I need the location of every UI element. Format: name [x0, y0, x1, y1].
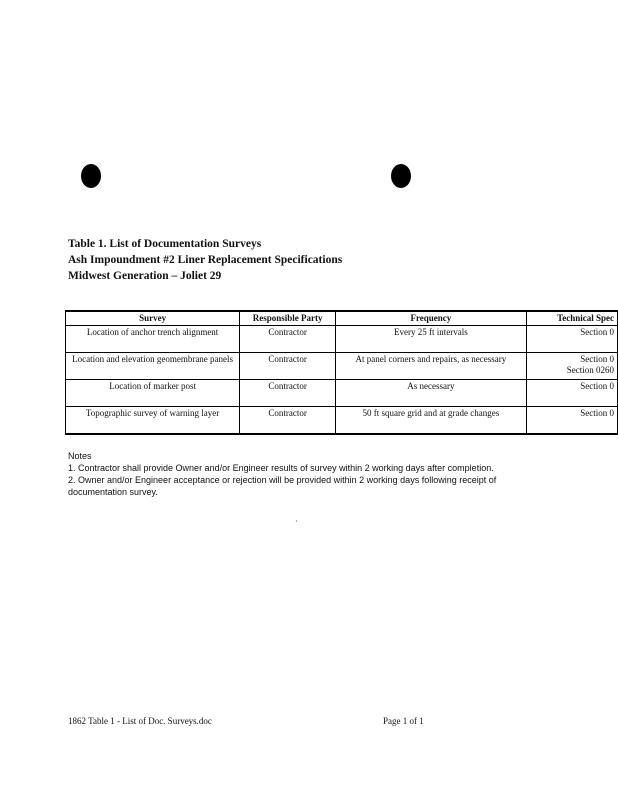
cell-party: Contractor [240, 380, 336, 407]
cell-survey: Location of marker post [66, 380, 240, 407]
cell-frequency: At panel corners and repairs, as necessary [336, 353, 527, 380]
punch-hole-left [81, 164, 101, 188]
table-row [66, 353, 618, 380]
tech-spec-line-2: Section 0260 [566, 365, 614, 375]
cell-party: Contractor [240, 353, 336, 380]
stray-mark: · [295, 517, 298, 526]
cell-frequency: As necessary [336, 380, 527, 407]
title-line-3: Midwest Generation – Joliet 29 [68, 270, 222, 282]
cell-party: Contractor [240, 407, 336, 435]
tech-spec-line-1: Section 0 [580, 354, 614, 364]
table-header-row [66, 311, 618, 326]
notes-section [68, 450, 538, 498]
cell-frequency: 50 ft square grid and at grade changes [336, 407, 527, 435]
cell-survey: Location and elevation geomembrane panels [66, 353, 240, 380]
footer-filename: 1862 Table 1 - List of Doc. Surveys.doc [68, 716, 212, 726]
tech-spec-line-1: Section 0 [580, 381, 614, 391]
header-frequency: Frequency [336, 311, 527, 326]
note-2: 2. Owner and/or Engineer acceptance or rejection will be provided within 2 working days following receipt of documentation survey. [68, 475, 497, 497]
table-row [66, 407, 618, 435]
cell-tech-spec [526, 326, 617, 353]
cell-tech-spec [526, 353, 617, 380]
notes-heading: Notes [68, 451, 92, 461]
note-1: 1. Contractor shall provide Owner and/or Engineer results of survey within 2 working days after completion. [68, 463, 494, 473]
cell-survey: Location of anchor trench alignment [66, 326, 240, 353]
punch-hole-right [391, 164, 411, 188]
survey-table [65, 310, 618, 435]
tech-spec-line-1: Section 0 [580, 327, 614, 337]
cell-tech-spec [526, 407, 617, 435]
cell-frequency: Every 25 ft intervals [336, 326, 527, 353]
header-responsible-party: Responsible Party [240, 311, 336, 326]
title-line-2: Ash Impoundment #2 Liner Replacement Specifications [68, 254, 343, 266]
cell-survey: Topographic survey of warning layer [66, 407, 240, 435]
title-line-1: Table 1. List of Documentation Surveys [68, 238, 262, 250]
table-row [66, 380, 618, 407]
title-block [68, 236, 342, 284]
header-technical-spec: Technical Spec [526, 311, 617, 326]
header-survey: Survey [66, 311, 240, 326]
cell-party: Contractor [240, 326, 336, 353]
footer-page-number: Page 1 of 1 [383, 716, 424, 726]
table-row [66, 326, 618, 353]
tech-spec-line-1: Section 0 [580, 408, 614, 418]
cell-tech-spec [526, 380, 617, 407]
